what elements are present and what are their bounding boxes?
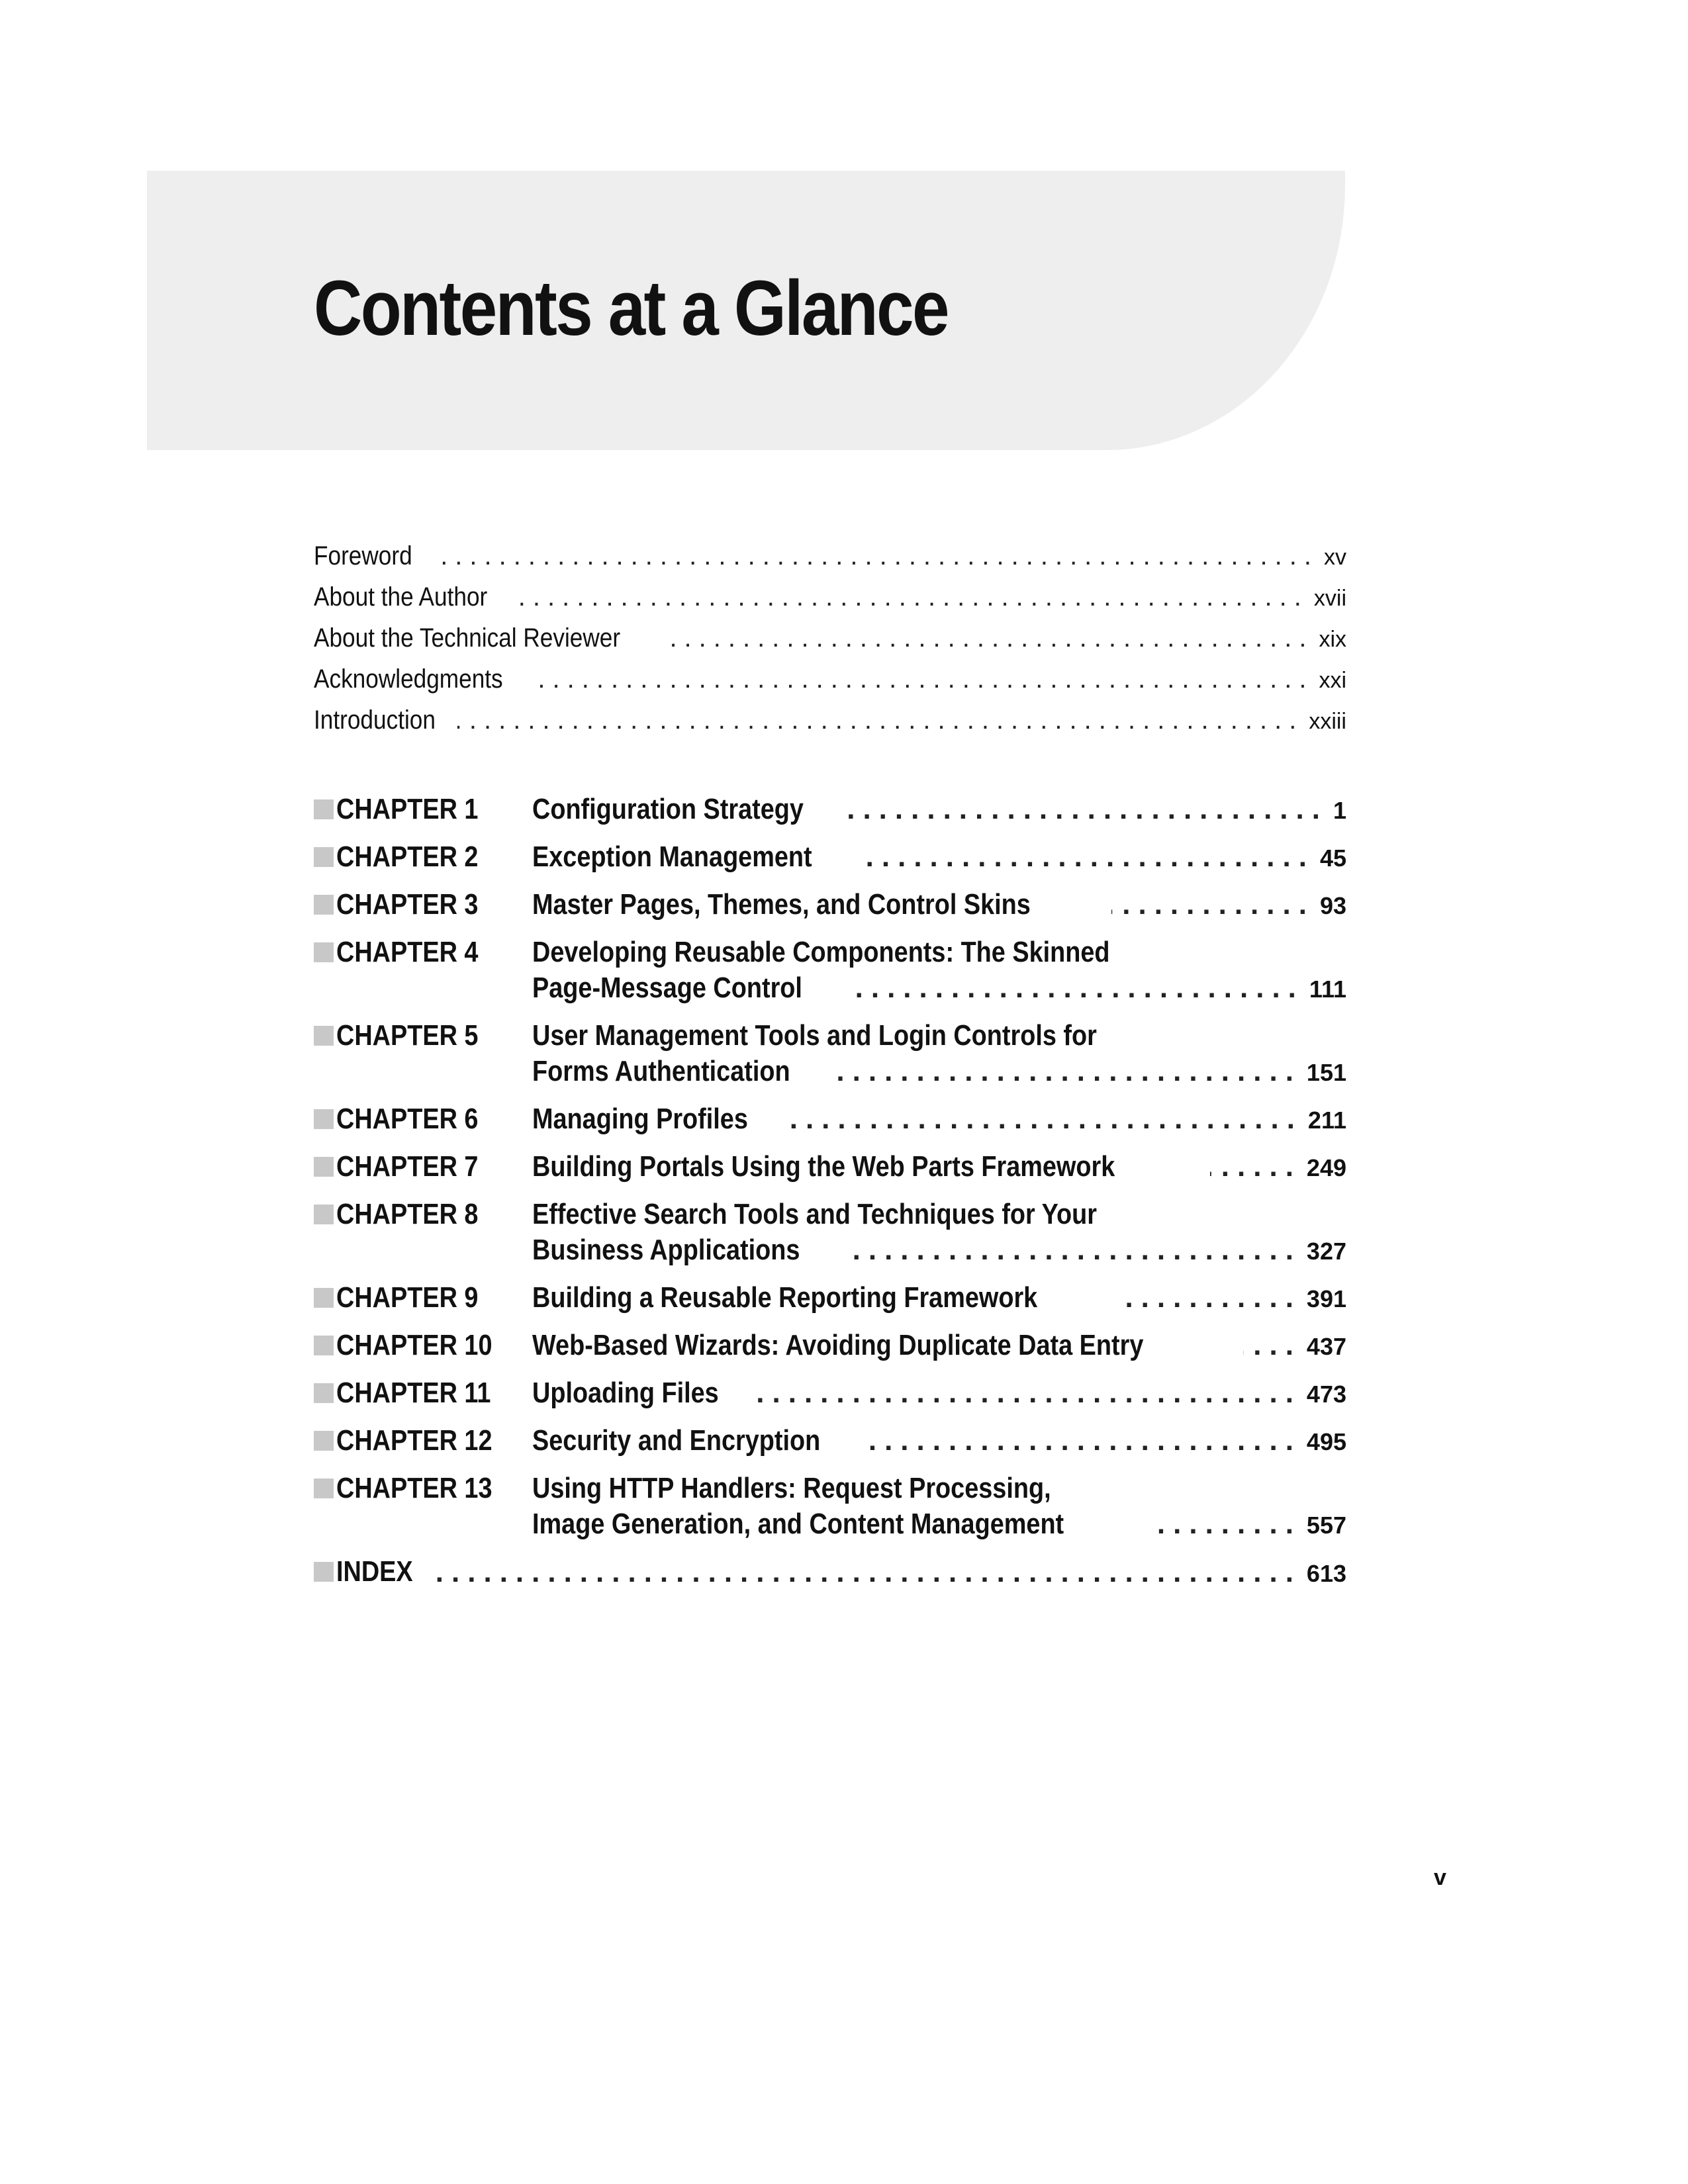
toc-chapter-9[interactable]: [314, 1280, 1346, 1317]
chapter-title: Building Portals Using the Web Parts Framework: [532, 1150, 1115, 1183]
toc-entry-about-author[interactable]: [314, 582, 1346, 623]
chapter-page: 437: [1306, 1333, 1346, 1360]
chapter-page: 557: [1306, 1512, 1346, 1539]
chapter-label: CHAPTER 8: [336, 1198, 479, 1230]
bullet-square-icon: [314, 799, 334, 819]
toc-entry-label: About the Author: [314, 582, 488, 612]
chapter-list: [314, 792, 1346, 1592]
toc-entry-page: xxi: [1319, 668, 1346, 693]
dot-leader: [843, 1232, 1301, 1268]
dot-leader: [1210, 1149, 1301, 1185]
chapter-title: Security and Encryption: [532, 1424, 821, 1457]
toc-entry-acknowledgments[interactable]: [314, 664, 1346, 705]
dot-leader: [848, 792, 1328, 827]
dot-leader: [431, 541, 1319, 571]
chapter-page: 111: [1309, 976, 1346, 1003]
bullet-square-icon: [314, 1562, 334, 1582]
chapter-title: Managing Profiles: [532, 1103, 748, 1135]
dot-leader: [749, 1375, 1301, 1411]
chapter-page: 211: [1307, 1107, 1346, 1134]
toc-chapter-12[interactable]: [314, 1423, 1346, 1460]
toc-chapter-6[interactable]: [314, 1101, 1346, 1138]
dot-leader: [1150, 1506, 1301, 1542]
chapter-title: Configuration Strategy: [532, 793, 804, 825]
chapter-page: 1: [1333, 797, 1346, 824]
chapter-title-line1: Using HTTP Handlers: Request Processing,: [532, 1472, 1051, 1504]
chapter-title-line1: Developing Reusable Components: The Skinned: [532, 936, 1110, 968]
bullet-square-icon: [314, 1383, 334, 1403]
dot-leader: [667, 623, 1313, 653]
chapter-label: CHAPTER 2: [336, 841, 479, 873]
bullet-square-icon: [314, 1157, 334, 1177]
toc-chapter-1[interactable]: [314, 792, 1346, 829]
dot-leader: [430, 1555, 1301, 1590]
chapter-label: CHAPTER 11: [336, 1377, 491, 1409]
chapter-page: 249: [1306, 1154, 1346, 1181]
bullet-square-icon: [314, 1205, 334, 1224]
toc-entry-introduction[interactable]: [314, 705, 1346, 747]
chapter-label: CHAPTER 13: [336, 1472, 492, 1504]
chapter-title: Exception Management: [532, 841, 812, 873]
toc-entry-page: xv: [1324, 545, 1346, 570]
page-title: Contents at a Glance: [314, 265, 948, 352]
toc-index[interactable]: [314, 1554, 1346, 1592]
dot-leader: [867, 1423, 1301, 1459]
chapter-page: 151: [1306, 1059, 1346, 1086]
toc-chapter-7[interactable]: [314, 1149, 1346, 1186]
chapter-page: 327: [1306, 1238, 1346, 1265]
chapter-title: Image Generation, and Content Management: [532, 1508, 1064, 1540]
chapter-label: CHAPTER 12: [336, 1424, 492, 1457]
dot-leader: [1243, 1328, 1301, 1363]
bullet-square-icon: [314, 1336, 334, 1355]
toc-chapter-8[interactable]: [314, 1197, 1346, 1269]
toc-chapter-3[interactable]: [314, 887, 1346, 924]
bullet-square-icon: [314, 1026, 334, 1046]
chapter-title: Page-Message Control: [532, 972, 802, 1004]
toc-chapter-11[interactable]: [314, 1375, 1346, 1412]
dot-leader: [457, 705, 1303, 735]
chapter-page: 45: [1319, 844, 1346, 872]
chapter-page: 93: [1319, 892, 1346, 919]
dot-leader: [516, 582, 1309, 612]
chapter-title: Web-Based Wizards: Avoiding Duplicate Data Entry: [532, 1329, 1144, 1361]
chapter-title: Forms Authentication: [532, 1055, 790, 1087]
chapter-page: 495: [1306, 1428, 1346, 1455]
toc-entry-label: About the Technical Reviewer: [314, 623, 621, 653]
chapter-title: Uploading Files: [532, 1377, 719, 1409]
chapter-title: Business Applications: [532, 1234, 800, 1266]
page-number: v: [1434, 1865, 1446, 1890]
bullet-square-icon: [314, 895, 334, 915]
toc-entry-label: Acknowledgments: [314, 664, 503, 694]
bullet-square-icon: [314, 1479, 334, 1498]
chapter-label: CHAPTER 6: [336, 1103, 479, 1135]
dot-leader: [1111, 887, 1315, 923]
chapter-title-line1: User Management Tools and Login Controls for: [532, 1019, 1097, 1052]
toc-chapter-2[interactable]: [314, 839, 1346, 876]
bullet-square-icon: [314, 942, 334, 962]
toc-chapter-13[interactable]: [314, 1471, 1346, 1543]
dot-leader: [832, 1054, 1301, 1089]
chapter-title-line1: Effective Search Tools and Techniques for Your: [532, 1198, 1097, 1230]
toc-chapter-5[interactable]: [314, 1018, 1346, 1091]
toc-entry-page: xxiii: [1309, 709, 1346, 734]
chapter-label: CHAPTER 10: [336, 1329, 492, 1361]
dot-leader: [857, 839, 1315, 875]
bullet-square-icon: [314, 1109, 334, 1129]
toc-entry-page: xix: [1319, 627, 1346, 652]
chapter-page: 391: [1306, 1285, 1346, 1312]
toc-chapter-4[interactable]: [314, 934, 1346, 1007]
dot-leader: [846, 970, 1304, 1006]
toc-entry-about-reviewer[interactable]: [314, 623, 1346, 664]
dot-leader: [783, 1101, 1303, 1137]
chapter-label: CHAPTER 9: [336, 1281, 479, 1314]
index-label: INDEX: [336, 1555, 413, 1588]
chapter-label: CHAPTER 3: [336, 888, 479, 921]
dot-leader: [534, 664, 1314, 694]
chapter-label: CHAPTER 4: [336, 936, 479, 968]
front-matter-list: [314, 541, 1346, 747]
toc-entry-label: Foreword: [314, 541, 412, 570]
bullet-square-icon: [314, 847, 334, 867]
toc-chapter-10[interactable]: [314, 1328, 1346, 1365]
index-page: 613: [1306, 1560, 1346, 1587]
chapter-title: Building a Reusable Reporting Framework: [532, 1281, 1038, 1314]
bullet-square-icon: [314, 1431, 334, 1451]
toc-entry-label: Introduction: [314, 705, 436, 735]
chapter-label: CHAPTER 5: [336, 1019, 479, 1052]
toc-entry-page: xvii: [1313, 586, 1346, 611]
dot-leader: [1119, 1280, 1301, 1316]
chapter-label: CHAPTER 1: [336, 793, 479, 825]
chapter-page: 473: [1306, 1381, 1346, 1408]
chapter-title: Master Pages, Themes, and Control Skins: [532, 888, 1031, 921]
bullet-square-icon: [314, 1288, 334, 1308]
chapter-label: CHAPTER 7: [336, 1150, 479, 1183]
toc-entry-foreword[interactable]: [314, 541, 1346, 582]
